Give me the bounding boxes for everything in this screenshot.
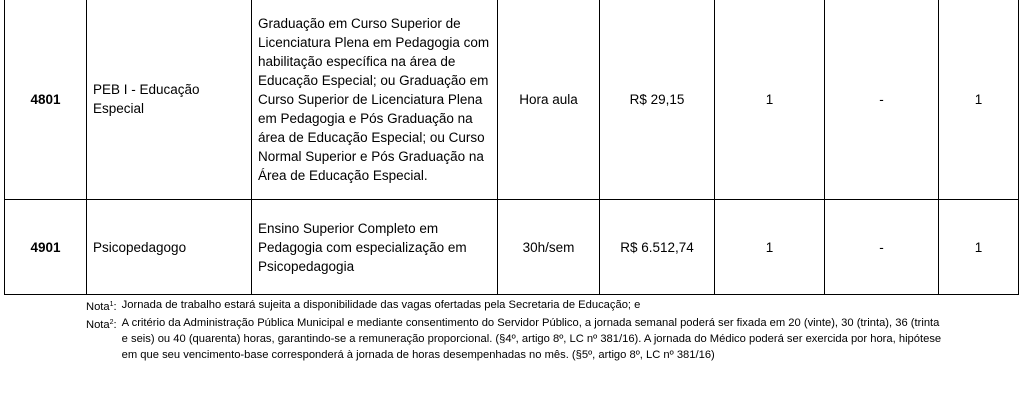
position-requirements: Graduação em Curso Superior de Licenciatura Plena em Pedagogia com habilitação específica na área de Educação Especial; ou Graduação em Curso Superior de Licenciatura Plena em Pedagogia e Pós Graduação na área de Educação Especial; ou Curso Normal Superior e Pós Graduação na Área de Educação Especial. bbox=[252, 0, 498, 200]
footnote-text: A critério da Administração Pública Municipal e mediante consentimento do Servidor Público, a jornada semanal poderá ser fixada em 20 (vinte), 30 (trinta), 36 (trinta e seis) ou 40 (quarenta) horas, garantindo-se a remuneração proporcional. (§4º, artigo 8º, LC nº 381/16). A jornada do Médico poderá ser exercida por hora, hipótese em que seu vencimento-base corresponderá à jornada de horas desempenhadas no mês. (§5º, artigo 8º, LC nº 381/16) bbox=[121, 317, 942, 361]
position-workload: Hora aula bbox=[498, 0, 600, 200]
footnote-label: Nota$^1$: bbox=[86, 301, 117, 313]
position-requirements: Ensino Superior Completo em Pedagogia com especialização em Psicopedagogia bbox=[252, 200, 498, 295]
position-code: 4801 bbox=[5, 0, 87, 200]
position-name: PEB I - Educação Especial bbox=[87, 0, 252, 200]
table-row bbox=[5, 0, 1019, 200]
position-code: 4901 bbox=[5, 200, 87, 295]
position-vacancies-a: 1 bbox=[715, 0, 825, 200]
position-salary: R$ 6.512,74 bbox=[600, 200, 715, 295]
table-row bbox=[5, 200, 1019, 295]
position-vacancies-total: 1 bbox=[939, 0, 1019, 200]
position-workload: 30h/sem bbox=[498, 200, 600, 295]
position-vacancies-total: 1 bbox=[939, 200, 1019, 295]
position-salary: R$ 29,15 bbox=[600, 0, 715, 200]
position-vacancies-a: 1 bbox=[715, 200, 825, 295]
position-vacancies-b: - bbox=[825, 200, 939, 295]
position-name: Psicopedagogo bbox=[87, 200, 252, 295]
footnote-text: Jornada de trabalho estará sujeita a disponibilidade das vagas ofertadas pela Secretaria de Educação; e bbox=[121, 299, 641, 311]
footnotes bbox=[86, 297, 946, 363]
positions-table bbox=[4, 0, 1019, 295]
footnote-label: Nota$^2$: bbox=[86, 319, 117, 331]
footnote-1 bbox=[86, 297, 946, 315]
footnote-2 bbox=[86, 315, 946, 363]
position-vacancies-b: - bbox=[825, 0, 939, 200]
